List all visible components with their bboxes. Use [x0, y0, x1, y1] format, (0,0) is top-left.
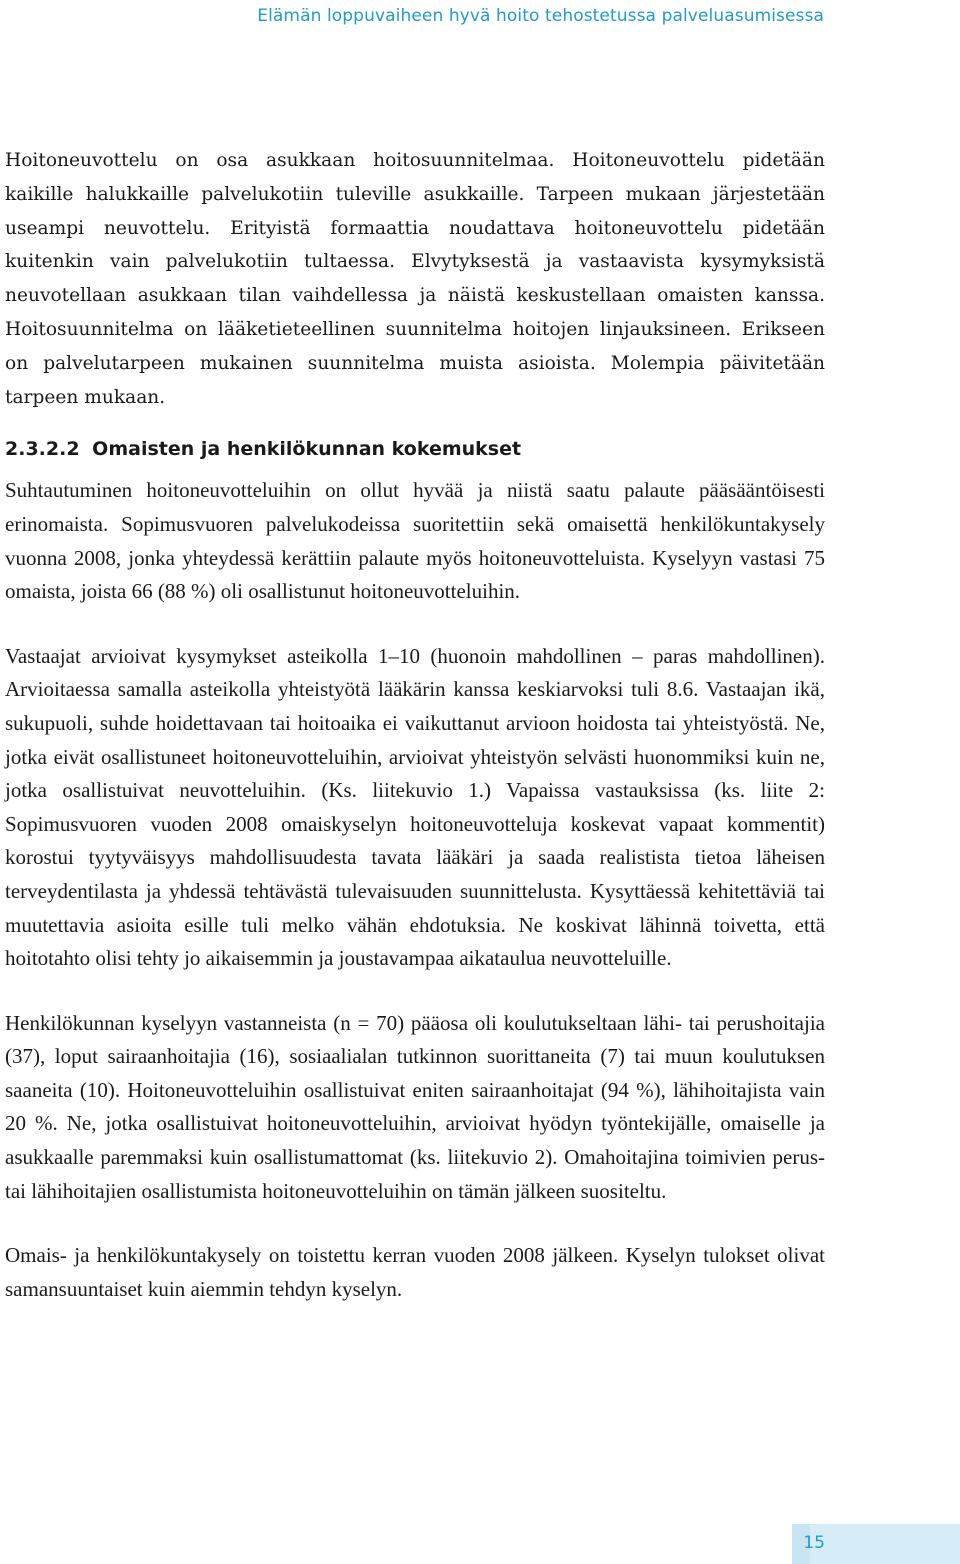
paragraph-toistettu: Omais- ja henkilökuntakysely on toistettu kerran vuoden 2008 jälkeen. Kyselyn tulokset olivat samansuuntaiset kuin aiemmin tehdyn kyselyn. [5, 1243, 825, 1301]
page-body [5, 144, 825, 1306]
section-heading-title: Omaisten ja henkilökunnan kokemukset [92, 438, 522, 461]
page-number-tab-fill [810, 1524, 960, 1564]
paragraph-suhtautuminen: Suhtautuminen hoitoneuvotteluihin on ollut hyvää ja niistä saatu palaute pääsääntöisesti erinomaista. Sopimusvuoren palvelukodeissa suoritettiin sekä omaisettä henkilökuntakysely vuonna 2008, jonka yhteydessä kerättiin palaute myös hoitoneuvotteluista. Kyselyyn vastasi 75 omaista, joista 66 (88 %) oli osallistunut hoitoneuvotteluihin. [5, 478, 825, 604]
page-number: 15 [803, 1533, 825, 1553]
section-heading-number: 2.3.2.2 [5, 438, 80, 461]
paragraph-hoitoneuvottelu: Hoitoneuvottelu on osa asukkaan hoitosuunnitelmaa. Hoitoneuvottelu pidetään kaikille halukkaille palvelukotiin tuleville asukkaille. Tarpeen mukaan järjestetään useampi neuvottelu. Erityistä formaattia noudattava hoitoneuvottelu pidetään kuitenkin vain palvelukotiin tultaessa. Elvytyksestä ja vastaavista kysymyksistä neuvotellaan asukkaan tilan vaihdellessa ja näistä keskustellaan omaisten kanssa. Hoitosuunnitelma on lääketieteellinen suunnitelma hoitojen linjauksineen. Erikseen on palvelutarpeen mukainen suunnitelma muista asioista. Molempia päivitetään tarpeen mukaan. [5, 150, 825, 408]
section-heading [5, 434, 825, 464]
running-header: Elämän loppuvaiheen hyvä hoito tehostetussa palveluasumisessa [257, 6, 824, 26]
paragraph-gap [5, 1208, 825, 1239]
paragraph-vastaajat: Vastaajat arvioivat kysymykset asteikolla 1–10 (huonoin mahdollinen – paras mahdollinen). Arvioitaessa samalla asteikolla yhteistyötä lääkärin kanssa keskiarvoksi tuli 8.6. Vastaajan ikä, sukupuoli, suhde hoidettavaan tai hoitoaika ei vaikuttanut arvioon hoidosta tai yhteistyöstä. Ne, jotka eivät osallistuneet hoitoneuvotteluihin, arvioivat yhteistyön selvästi huonommiksi kuin ne, jotka osallistuivat neuvotteluihin. (Ks. liitekuvio 1.) Vapaissa vastauksissa (ks. liite 2: Sopimusvuoren vuoden 2008 omaiskyselyn hoitoneuvotteluja koskevat vapaat kommentit) korostui tyytyväisyys mahdollisuudesta tavata lääkäri ja saada realistista tietoa läheisen terveydentilasta ja yhdessä tehtävästä tulevaisuuden suunnittelusta. Kysyttäessä kehitettäviä tai muutettavia asioita esille tuli melko vähän ehdotuksia. Ne koskivat lähinnä toivetta, että hoitotahto olisi tehty jo aikaisemmin ja joustavampaa aikataulua neuvotteluille. [5, 643, 825, 971]
paragraph-gap [5, 976, 825, 1007]
paragraph-gap [5, 609, 825, 640]
paragraph-henkilokunta: Henkilökunnan kyselyyn vastanneista (n = 70) pääosa oli koulutukseltaan lähi- tai perushoitajia (37), loput sairaanhoitajia (16), sosiaalialan tutkinnon suorittaneita (7) tai muun koulutuksen saaneita (10). Hoitoneuvotteluihin osallistuivat eniten sairaanhoitajat (94 %), lähihoitajista vain 20 %. Ne, jotka osallistuivat hoitoneuvotteluihin, arvioivat hyödyn työntekijälle, omaiselle ja asukkaalle paremmaksi kuin osallistumattomat (ks. liitekuvio 2). Omahoitajina toimivien perus- tai lähihoitajien osallistumista hoitoneuvotteluihin on tämän jälkeen suositeltu. [5, 1010, 825, 1203]
